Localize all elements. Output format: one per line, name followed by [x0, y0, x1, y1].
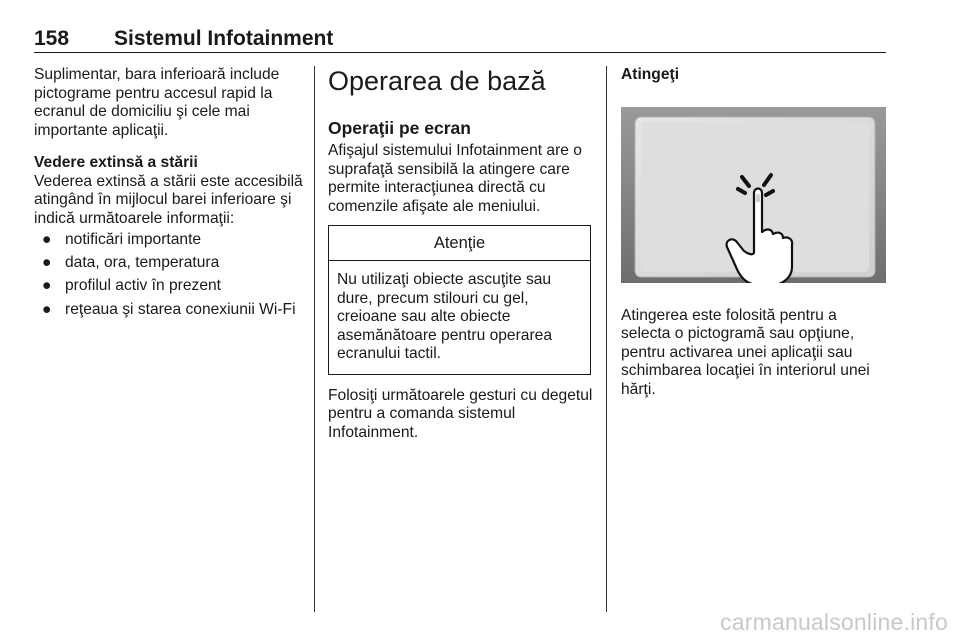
column-divider: [606, 66, 607, 612]
screen-operation-paragraph: Afişajul sistemului Infotainment are o suprafaţă sensibilă la atingere care permite interacţiunea directă cu comenzile afişate ale meniului.: [328, 142, 582, 215]
extended-status-heading: Vedere extinsă a stării: [34, 154, 198, 171]
list-item: ● data, ora, temperatura: [42, 254, 220, 272]
tap-gesture-icon: [621, 107, 886, 283]
info-list: [34, 231, 304, 319]
bullet-icon: ●: [42, 231, 52, 248]
column-right: [621, 66, 889, 399]
list-item: ● profilul activ în prezent: [42, 277, 222, 295]
watermark: carmanualsonline.info: [720, 609, 948, 635]
page-number: 158: [34, 27, 70, 50]
column-divider: [314, 66, 315, 612]
page-header: [34, 26, 886, 53]
subtitle: Operaţii pe ecran: [328, 118, 471, 138]
bullet-icon: ●: [42, 277, 52, 295]
main-title: Operarea de bază: [328, 66, 546, 96]
warning-body: Nu utilizaţi obiecte ascuţite sau dure, precum stilouri cu gel, creioane sau alte obiecte asemănătoare pentru operarea ecranului tactil.: [337, 271, 552, 362]
section-title: Sistemul Infotainment: [114, 27, 334, 50]
tap-heading: Atingeţi: [621, 66, 680, 83]
column-left: [34, 66, 304, 324]
intro-paragraph: Suplimentar, bara inferioară include pictograme pentru accesul rapid la ecranul de domiciliu şi cele mai importante aplicaţii.: [34, 66, 280, 139]
list-item: ● reţeaua şi starea conexiunii Wi-Fi: [42, 300, 296, 318]
bullet-icon: ●: [42, 254, 52, 272]
list-item: ● notificări importante: [42, 231, 202, 248]
gestures-paragraph: Folosiţi următoarele gesturi cu degetul pentru a comanda sistemul Infotainment.: [328, 386, 593, 441]
extended-status-paragraph: Vederea extinsă a stării este accesibilă atingând în mijlocul barei inferioare şi indică următoarele informaţii:: [34, 172, 303, 227]
tap-gesture-illustration: [621, 107, 886, 283]
tap-description: Atingerea este folosită pentru a selecta o pictogramă sau opţiune, pentru activarea unei aplicaţii sau schimbarea locaţiei în interiorul unei hărţi.: [621, 306, 870, 398]
warning-title: Atenţie: [329, 226, 590, 261]
warning-box: [328, 225, 591, 375]
bullet-icon: ●: [42, 300, 52, 318]
column-middle: [328, 66, 598, 442]
